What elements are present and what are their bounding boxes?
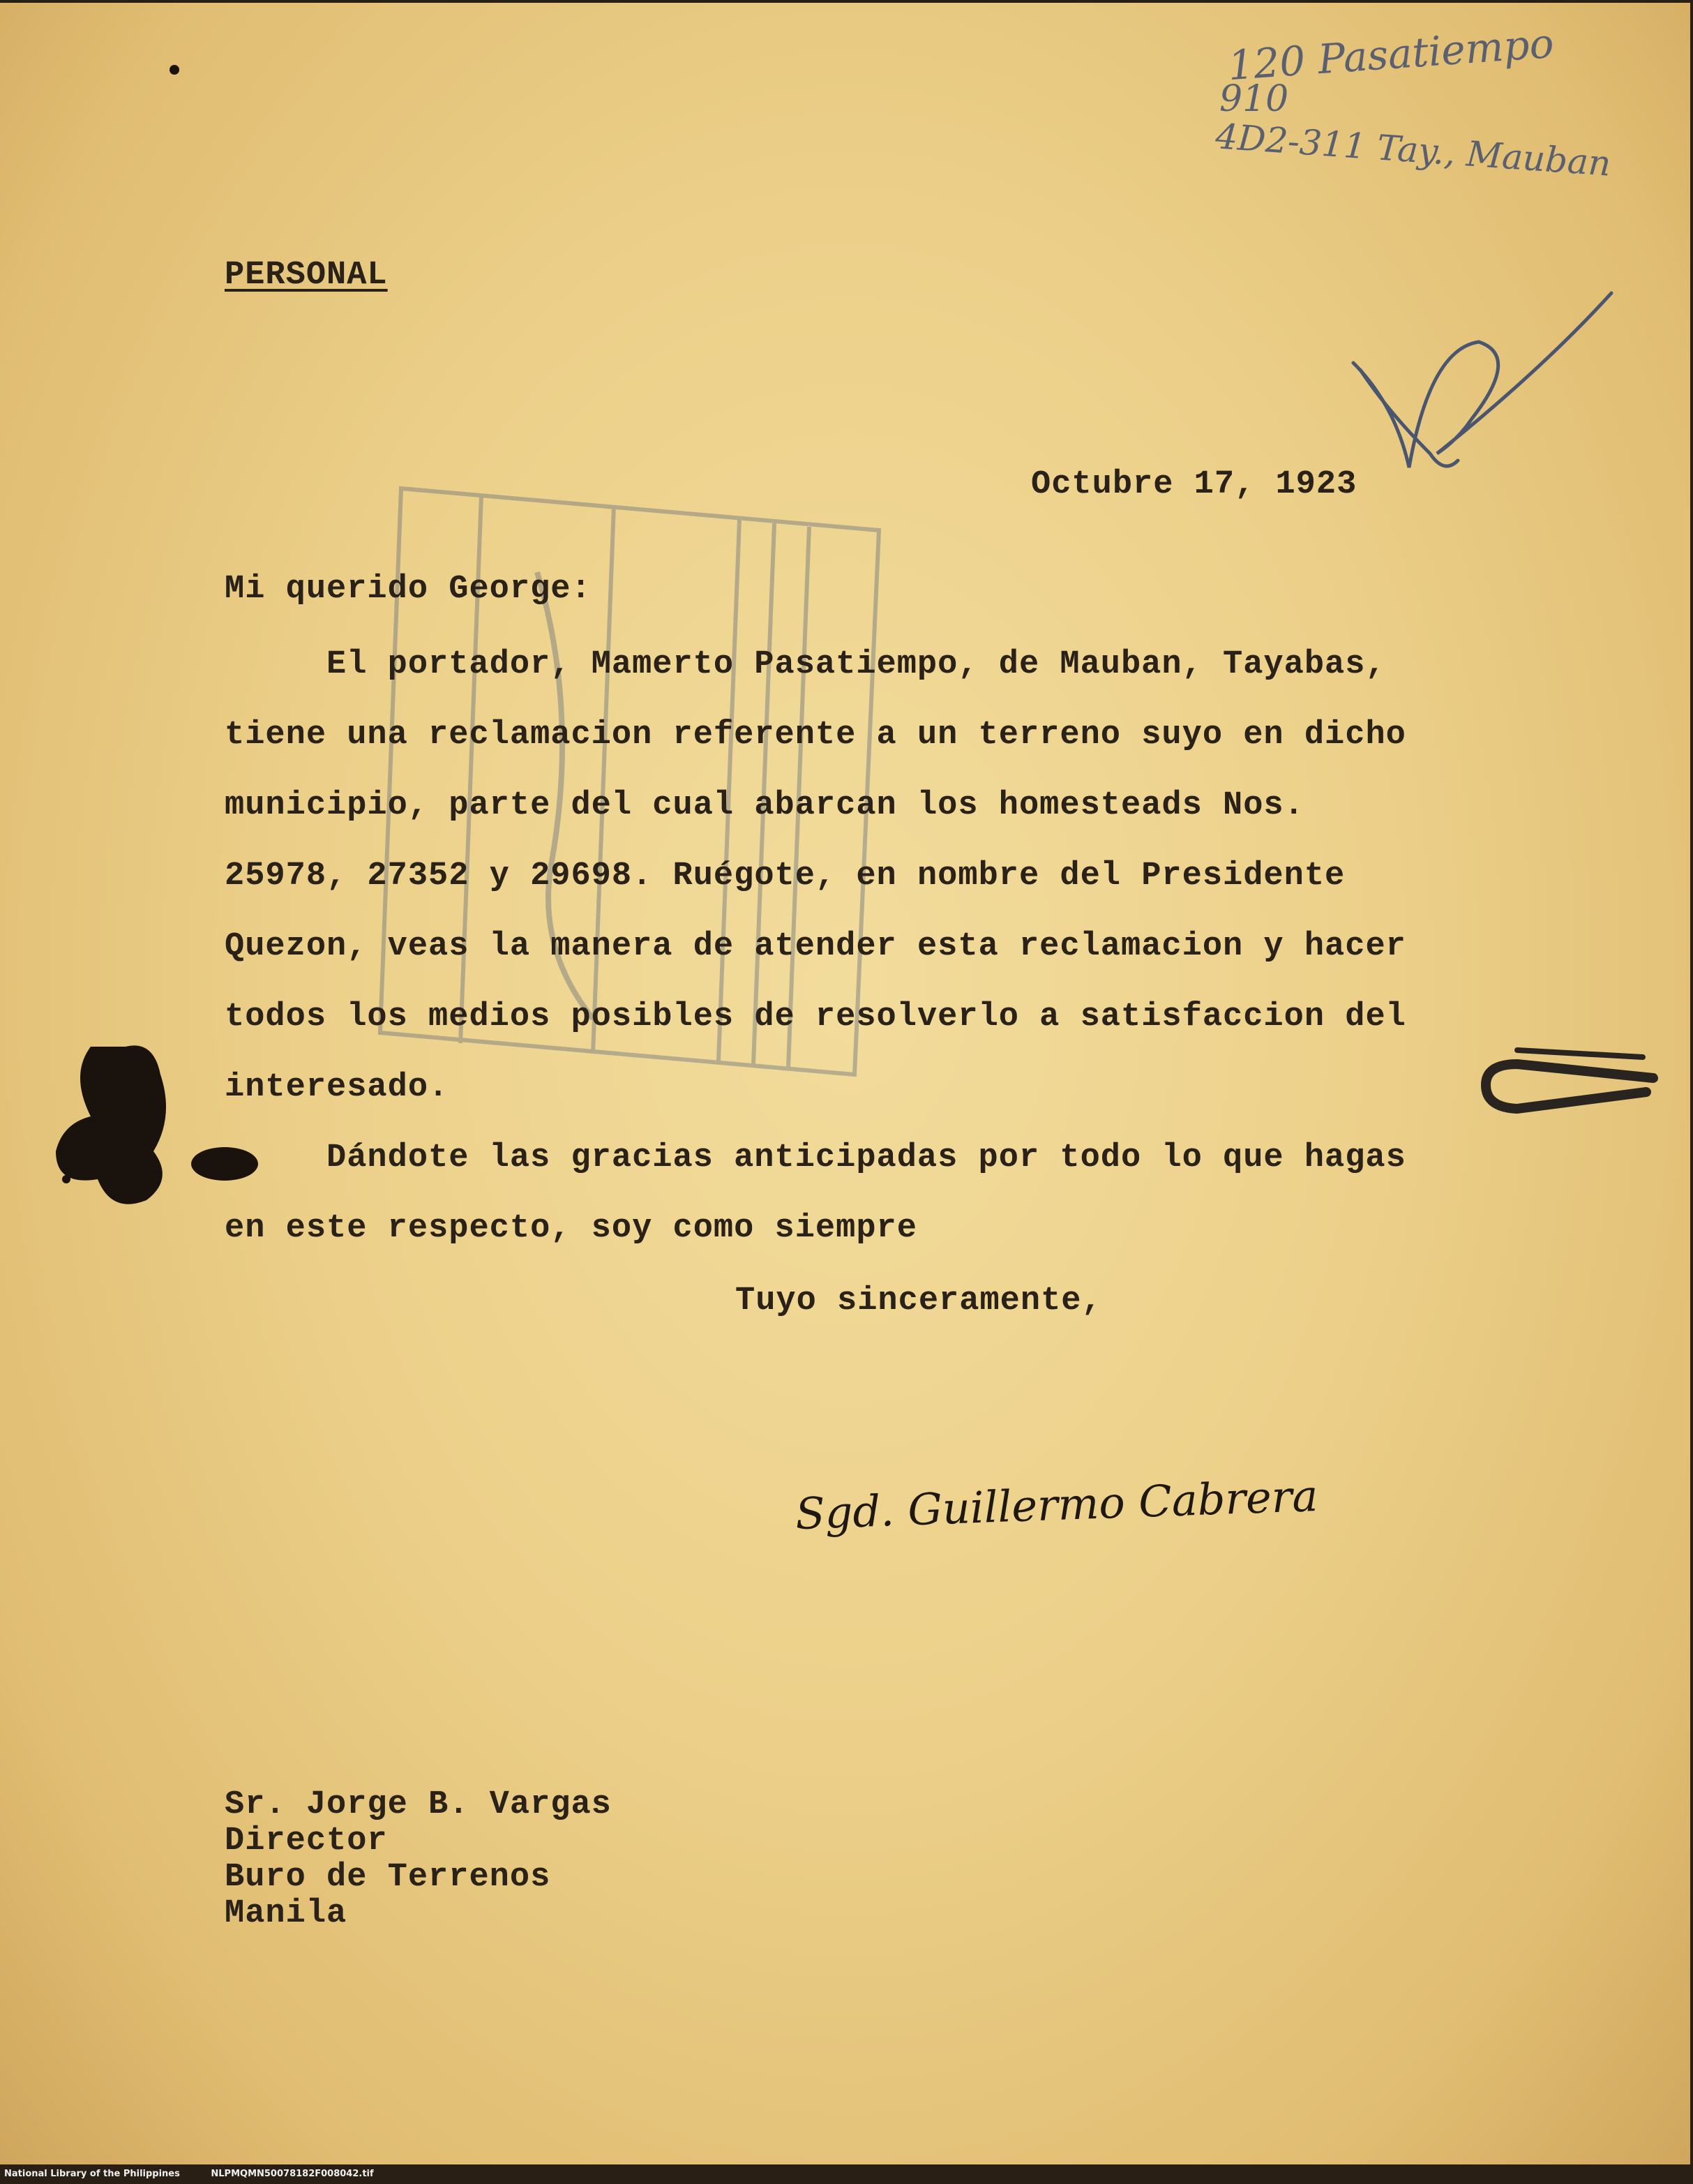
paragraph-line: en este respecto, soy como siempre <box>225 1210 917 1247</box>
footer-institution: National Library of the Philippines <box>4 2169 180 2179</box>
scan-footer <box>4 2169 402 2179</box>
paragraph-line: tiene una reclamacion referente a un terreno suyo en dicho <box>225 717 1406 754</box>
closing: Tuyo sinceramente, <box>735 1282 1102 1319</box>
footer-filename: NLPMQMN50078182F008042.tif <box>211 2169 374 2179</box>
recipient-line: Sr. Jorge B. Vargas <box>225 1786 612 1823</box>
paragraph-line: todos los medios posibles de resolverlo a satisfaccion del <box>225 998 1406 1035</box>
heading-personal: PERSONAL <box>225 257 388 294</box>
paragraph-line: interesado. <box>225 1069 449 1106</box>
handwritten-note-3: 4D2-311 Tay., Mauban <box>1214 116 1613 184</box>
handwritten-note-1: 120 Pasatiempo <box>1226 19 1556 90</box>
letter-date: Octubre 17, 1923 <box>1031 466 1357 503</box>
recipient-line: Buro de Terrenos <box>225 1859 551 1896</box>
recipient-line: Manila <box>225 1895 347 1932</box>
recipient-line: Director <box>225 1823 388 1860</box>
paragraph-line: 25978, 27352 y 29698. Ruégote, en nombre del Presidente <box>225 858 1346 895</box>
paragraph-line: Dándote las gracias anticipadas por todo lo que hagas <box>326 1139 1406 1176</box>
signature: Sgd. Guillermo Cabrera <box>794 1469 1319 1540</box>
salutation: Mi querido George: <box>225 571 592 608</box>
paragraph-line: Quezon, veas la manera de atender esta reclamacion y hacer <box>225 928 1406 965</box>
paragraph-line: municipio, parte del cual abarcan los homesteads Nos. <box>225 787 1304 824</box>
paper-clip <box>1486 1050 1653 1109</box>
handwritten-note-2: 910 <box>1219 78 1289 120</box>
paragraph-line: El portador, Mamerto Pasatiempo, de Mauban, Tayabas, <box>326 646 1386 683</box>
check-mark <box>1353 293 1611 468</box>
